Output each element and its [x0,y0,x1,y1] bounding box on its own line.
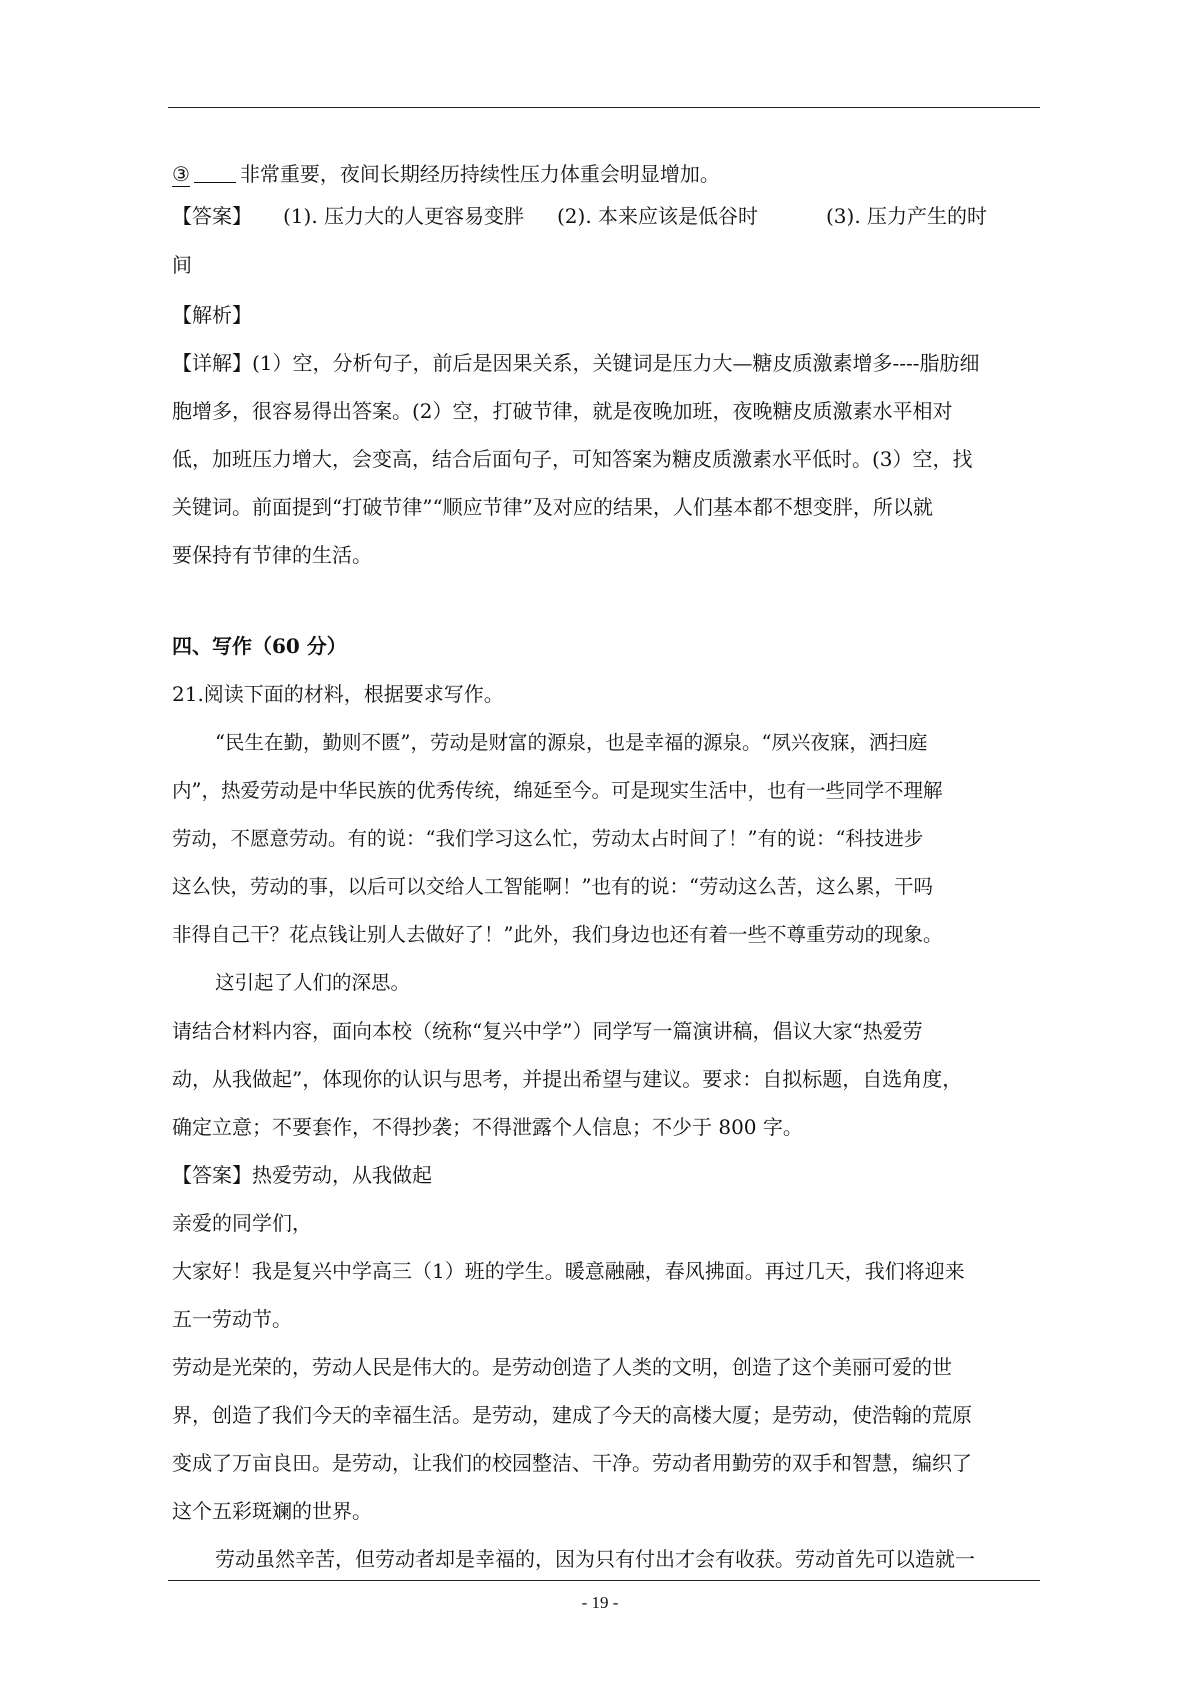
question-21: 21.阅读下面的材料，根据要求写作。 [172,682,504,706]
answer-row [172,203,1042,229]
detail-line: 要保持有节律的生活。 [172,543,372,567]
item-marker: ③ [172,162,190,186]
answer-item-2: (2). 本来应该是低谷时 [557,204,759,228]
detail-line: 胞增多，很容易得出答案。(2）空，打破节律，就是夜晚加班，夜晚糖皮质激素水平相对 [172,399,953,423]
material-line: 这么快，劳动的事，以后可以交给人工智能啊！”也有的说：“劳动这么苦，这么累，干吗 [172,875,933,898]
answer-item-1: (1). 压力大的人更容易变胖 [283,204,525,228]
material-line: 这引起了人们的深思。 [215,971,411,994]
answer-wrap: 间 [172,253,192,277]
item-text: 非常重要，夜间长期经历持续性压力体重会明显增加。 [239,162,720,186]
section-title: 四、写作（60 分） [172,634,347,658]
essay-line: 亲爱的同学们， [172,1211,312,1235]
detail-line: 【详解】(1）空，分析句子，前后是因果关系，关键词是压力大—糖皮质激素增多----脂肪细 [172,351,980,375]
requirement-line: 动，从我做起”，体现你的认识与思考，并提出希望与建议。要求：自拟标题，自选角度， [172,1067,963,1091]
page-number: - 19 - [581,1593,619,1612]
analysis-label: 【解析】 [172,303,252,327]
material-line: 劳动，不愿意劳动。有的说：“我们学习这么忙，劳动太占时间了！”有的说：“科技进步 [172,827,924,850]
material-line: “民生在勤，勤则不匮”，劳动是财富的源泉，也是幸福的源泉。“夙兴夜寐，洒扫庭 [215,731,928,754]
essay-line: 劳动虽然辛苦，但劳动者却是幸福的，因为只有付出才会有收获。劳动首先可以造就一 [215,1547,975,1571]
detail-line: 低，加班压力增大，会变高，结合后面句子，可知答案为糖皮质激素水平低时。(3）空，找 [172,447,973,471]
essay-line: 这个五彩斑斓的世界。 [172,1499,372,1523]
essay-line: 界，创造了我们今天的幸福生活。是劳动，建成了今天的高楼大厦；是劳动，使浩翰的荒原 [172,1403,972,1427]
header-rule [168,107,1040,108]
essay-line: 五一劳动节。 [172,1307,292,1331]
requirement-line: 请结合材料内容，面向本校（统称“复兴中学”）同学写一篇演讲稿，倡议大家“热爱劳 [172,1019,923,1043]
requirement-line: 确定立意；不要套作，不得抄袭；不得泄露个人信息；不少于 800 字。 [172,1115,803,1139]
essay-line: 劳动是光荣的，劳动人民是伟大的。是劳动创造了人类的文明，创造了这个美丽可爱的世 [172,1355,952,1379]
material-line: 内”，热爱劳动是中华民族的优秀传统，绵延至今。可是现实生活中，也有一些同学不理解 [172,779,943,802]
essay-line: 变成了万亩良田。是劳动，让我们的校园整洁、干净。劳动者用勤劳的双手和智慧，编织了 [172,1451,972,1475]
answer-essay-title: 【答案】热爱劳动，从我做起 [172,1163,432,1187]
question-item-3 [172,161,720,187]
essay-line: 大家好！我是复兴中学高三（1）班的学生。暖意融融，春风拂面。再过几天，我们将迎来 [172,1259,965,1283]
fill-blank [194,162,236,183]
answer-item-3: (3). 压力产生的时 [826,204,988,228]
detail-line: 关键词。前面提到“打破节律”“顺应节律”及对应的结果，人们基本都不想变胖，所以就 [172,495,933,519]
answer-label: 【答案】 [172,204,252,228]
footer-rule [168,1580,1040,1581]
material-line: 非得自己干？花点钱让别人去做好了！”此外，我们身边也还有着一些不尊重劳动的现象。 [172,923,943,946]
